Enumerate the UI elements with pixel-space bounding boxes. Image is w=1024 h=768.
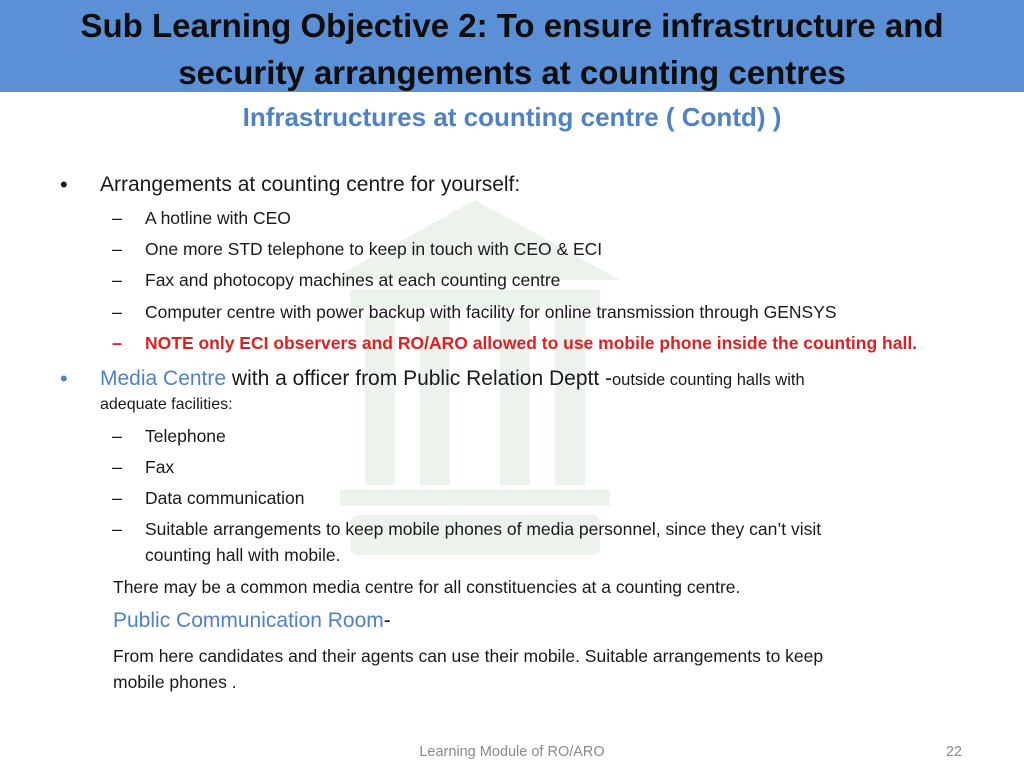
list-item-continued: counting hall with mobile. bbox=[145, 545, 341, 565]
dash-marker: – bbox=[112, 457, 123, 477]
list-item: Suitable arrangements to keep mobile phones of media personnel, since they can’t visit bbox=[145, 519, 822, 539]
dash-marker: – bbox=[112, 488, 123, 508]
section2-heading-small: outside counting halls with bbox=[612, 371, 805, 389]
media-centre-label: Media Centre bbox=[100, 367, 227, 390]
dash-marker: – bbox=[112, 519, 123, 539]
footer-text: Learning Module of RO/ARO bbox=[419, 744, 605, 760]
dash-marker: – bbox=[112, 208, 123, 228]
bullet-marker: • bbox=[60, 172, 68, 197]
list-item: A hotline with CEO bbox=[145, 208, 291, 228]
list-item: One more STD telephone to keep in touch with CEO & ECI bbox=[145, 239, 603, 259]
dash-marker: – bbox=[112, 333, 123, 353]
dash-marker: – bbox=[112, 270, 123, 290]
section1-heading: Arrangements at counting centre for yourself: bbox=[100, 173, 521, 196]
section2-heading-text: with a officer from Public Relation Deptt - bbox=[226, 367, 612, 390]
note-item: NOTE only ECI observers and RO/ARO allowed to use mobile phone inside the counting hall. bbox=[145, 333, 918, 353]
bullet-marker: • bbox=[60, 366, 68, 391]
pcr-title: Public Communication Room bbox=[113, 609, 384, 632]
title-line-1: Sub Learning Objective 2: To ensure infrastructure and bbox=[80, 7, 944, 44]
dash-marker: – bbox=[112, 426, 123, 446]
dash-marker: – bbox=[112, 239, 123, 259]
list-item: Fax bbox=[145, 457, 175, 477]
pcr-heading bbox=[113, 608, 933, 634]
page-number: 22 bbox=[945, 744, 962, 760]
section2-heading-line2: adequate facilities: bbox=[100, 396, 233, 413]
pcr-dash: - bbox=[383, 609, 391, 632]
common-media-note: There may be a common media centre for all constituencies at a counting centre. bbox=[113, 577, 741, 597]
list-item: Telephone bbox=[145, 426, 226, 446]
pcr-text-line1: From here candidates and their agents can use their mobile. Suitable arrangements to keep bbox=[113, 646, 824, 666]
section2-heading bbox=[100, 366, 960, 393]
pcr-text-line2: mobile phones . bbox=[113, 672, 237, 692]
slide-subtitle: Infrastructures at counting centre ( Contd) ) bbox=[242, 102, 782, 132]
list-item: Fax and photocopy machines at each counting centre bbox=[145, 270, 561, 290]
list-item: Data communication bbox=[145, 488, 305, 508]
title-line-2: security arrangements at counting centres bbox=[178, 54, 846, 91]
dash-marker: – bbox=[112, 302, 123, 322]
list-item: Computer centre with power backup with facility for online transmission through GENSYS bbox=[145, 302, 837, 322]
